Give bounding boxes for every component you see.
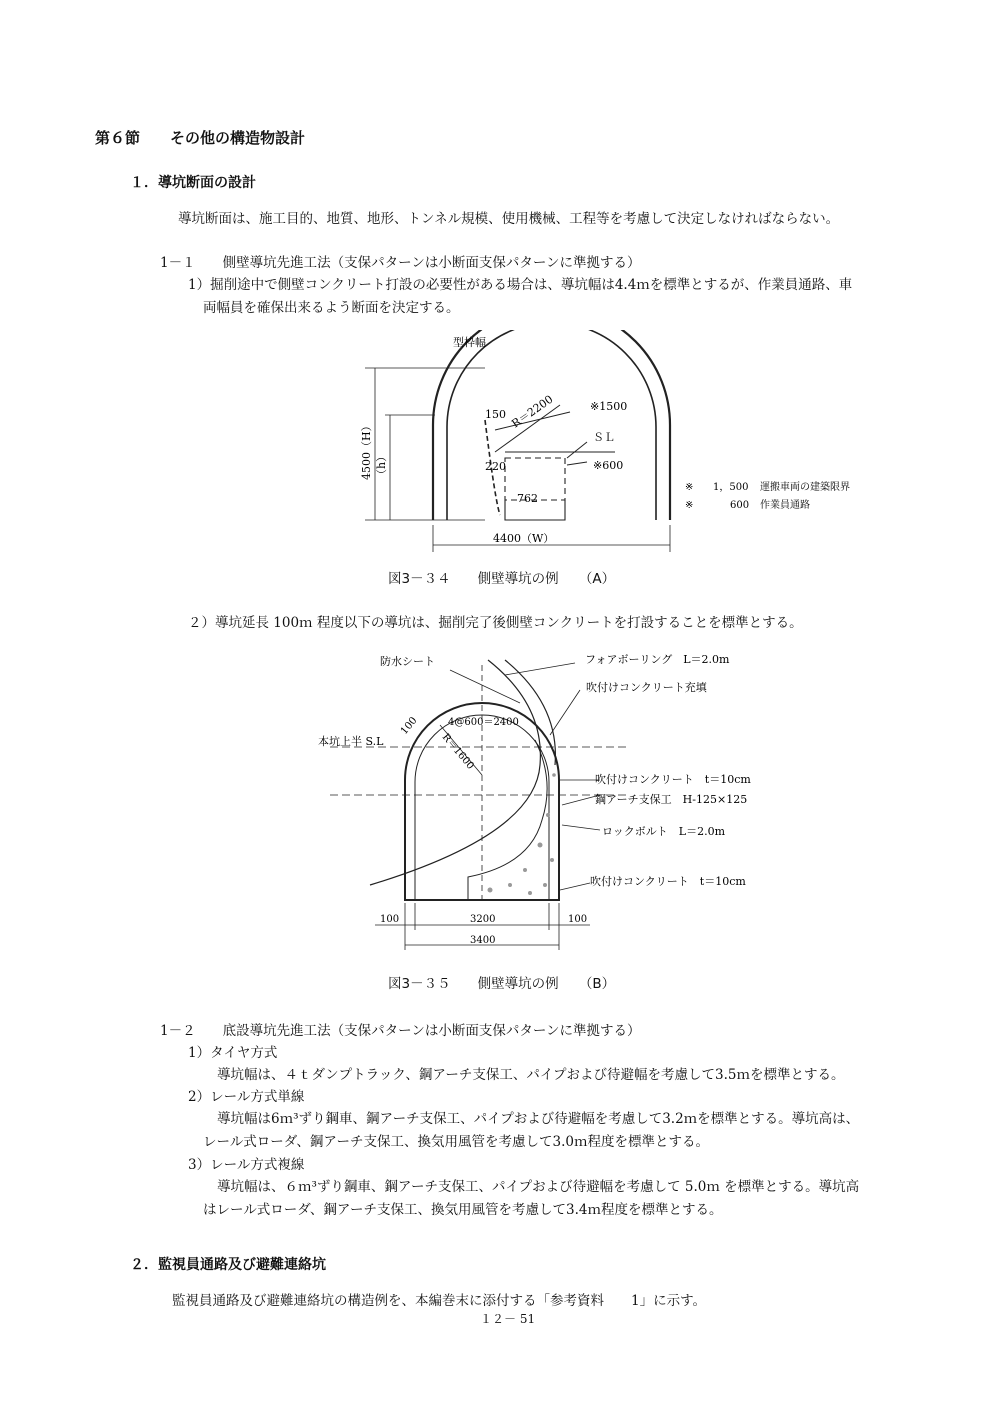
fig-b-pitch: 4@600＝2400 <box>448 717 519 728</box>
fig-a-762-label: 762 <box>517 492 538 505</box>
item-1-2-3-body-line2: はレール式ローダ、鋼アーチ支保工、換気用風管を考慮して3.4ｍ程度を標準とする。 <box>203 1202 723 1218</box>
fig-b-waterproof-sheet: 防水シート <box>380 655 435 668</box>
fig-b-main-sl: 本坑上半 S.L <box>318 735 384 748</box>
fig-b-dim-3400: 3400 <box>470 935 496 946</box>
paragraph-1: 導坑断面は、施工目的、地質、地形、トンネル規模、使用機械、工程等を考慮して決定しなければならない。 <box>178 211 840 227</box>
fig-a-600-label: ※600 <box>593 459 624 472</box>
fig-b-shotcrete-2: 吹付けコンクリート t＝10cm <box>590 875 746 888</box>
fig-a-note2-num: 600 <box>730 500 750 511</box>
fig-b-dim-3200: 3200 <box>470 914 496 925</box>
page-number: １２－ 51 <box>480 1312 536 1326</box>
figure-b-caption: 図3－３５ 側壁導坑の例 （B） <box>388 976 616 992</box>
fig-a-150-label: 150 <box>485 408 506 421</box>
item-1-2-2-body-line2: レール式ローダ、鋼アーチ支保工、換気用風管を考慮して3.0ｍ程度を標準とする。 <box>203 1134 709 1150</box>
fig-a-note2-mark: ※ <box>685 500 694 511</box>
fig-b-rockbolt: ロックボルト L＝2.0m <box>602 825 726 838</box>
item-1-1-1-line2: 両幅員を確保出来るよう断面を決定する。 <box>203 300 460 316</box>
fig-a-height-label: 4500（H） <box>360 420 373 480</box>
fig-a-h-label: （h） <box>375 450 388 480</box>
fig-a-note1-mark: ※ <box>685 482 694 493</box>
item-1-1-1-line1: 1）掘削途中で側壁コンクリート打設の必要性がある場合は、導坑幅は4.4ｍを標準とするが、作業員通路、車 <box>188 277 853 293</box>
figure-a-caption: 図3－３４ 側壁導坑の例 （A） <box>388 571 616 587</box>
heading-2: ２．監視員通路及び避難連絡坑 <box>130 1257 326 1273</box>
item-1-2-3: 3）レール方式複線 <box>188 1157 305 1173</box>
fig-b-forepoling: フォアボーリング L＝2.0m <box>585 653 730 666</box>
fig-b-dim-100-right: 100 <box>568 914 588 925</box>
fig-a-1500-label: ※1500 <box>590 400 628 413</box>
item-1-2-3-body-line1: 導坑幅は、６ｍ³ずり鋼車、鋼アーチ支保工、パイプおよび待避幅を考慮して 5.0ｍ を標準とする。導坑高 <box>217 1179 860 1195</box>
fig-a-note2-text: 作業員通路 <box>760 500 810 511</box>
item-1-2-1-body: 導坑幅は、４ｔダンプトラック、鋼アーチ支保工、パイプおよび待避幅を考慮して3.5ｍを標準とする。 <box>217 1067 845 1083</box>
item-1-2-1: 1）タイヤ方式 <box>188 1045 278 1061</box>
item-1-2-2-body-line1: 導坑幅は6ｍ³ずり鋼車、鋼アーチ支保工、パイプおよび待避幅を考慮して3.2ｍを標準とする。導坑高は、 <box>217 1111 860 1127</box>
subheading-1-1: 1－１ 側壁導坑先進工法（支保パターンは小断面支保パターンに準拠する） <box>160 255 641 271</box>
fig-b-radius: R＝1600 <box>439 731 476 772</box>
heading-1: １．導坑断面の設計 <box>130 175 256 191</box>
subheading-1-2: 1－２ 底設導坑先進工法（支保パターンは小断面支保パターンに準拠する） <box>160 1023 641 1039</box>
fig-b-shotcrete-fill: 吹付けコンクリート充填 <box>586 681 707 694</box>
paragraph-2: 監視員通路及び避難連絡坑の構造例を、本編巻末に添付する「参考資料 1」に示す。 <box>172 1293 707 1309</box>
fig-a-note1-text: 運搬車両の建築限界 <box>760 482 850 493</box>
fig-a-radius-label: R＝2200 <box>509 392 556 431</box>
fig-b-dim-100-left: 100 <box>380 914 400 925</box>
fig-b-shotcrete-1: 吹付けコンクリート t＝10cm <box>595 773 751 786</box>
item-1-2-2: 2）レール方式単線 <box>188 1089 305 1105</box>
fig-a-220-label: 220 <box>485 460 506 473</box>
section-title: 第６節 その他の構造物設計 <box>95 129 306 147</box>
item-1-1-2: ２）導坑延長 100ｍ 程度以下の導坑は、掘削完了後側壁コンクリートを打設することを標準とする。 <box>188 615 803 631</box>
fig-a-katawaku-label: 型枠幅 <box>453 336 486 349</box>
fig-b-thickness-100: 100 <box>398 715 420 737</box>
fig-a-note1-num: 1，500 <box>713 482 749 493</box>
fig-a-sl-label: ＳＬ <box>593 431 615 444</box>
figure-a-diagram <box>345 330 945 560</box>
figure-b-diagram <box>310 645 770 965</box>
fig-a-width-label: 4400（W） <box>493 532 555 545</box>
fig-b-steel-arch: 鋼アーチ支保工 H-125×125 <box>595 793 748 806</box>
